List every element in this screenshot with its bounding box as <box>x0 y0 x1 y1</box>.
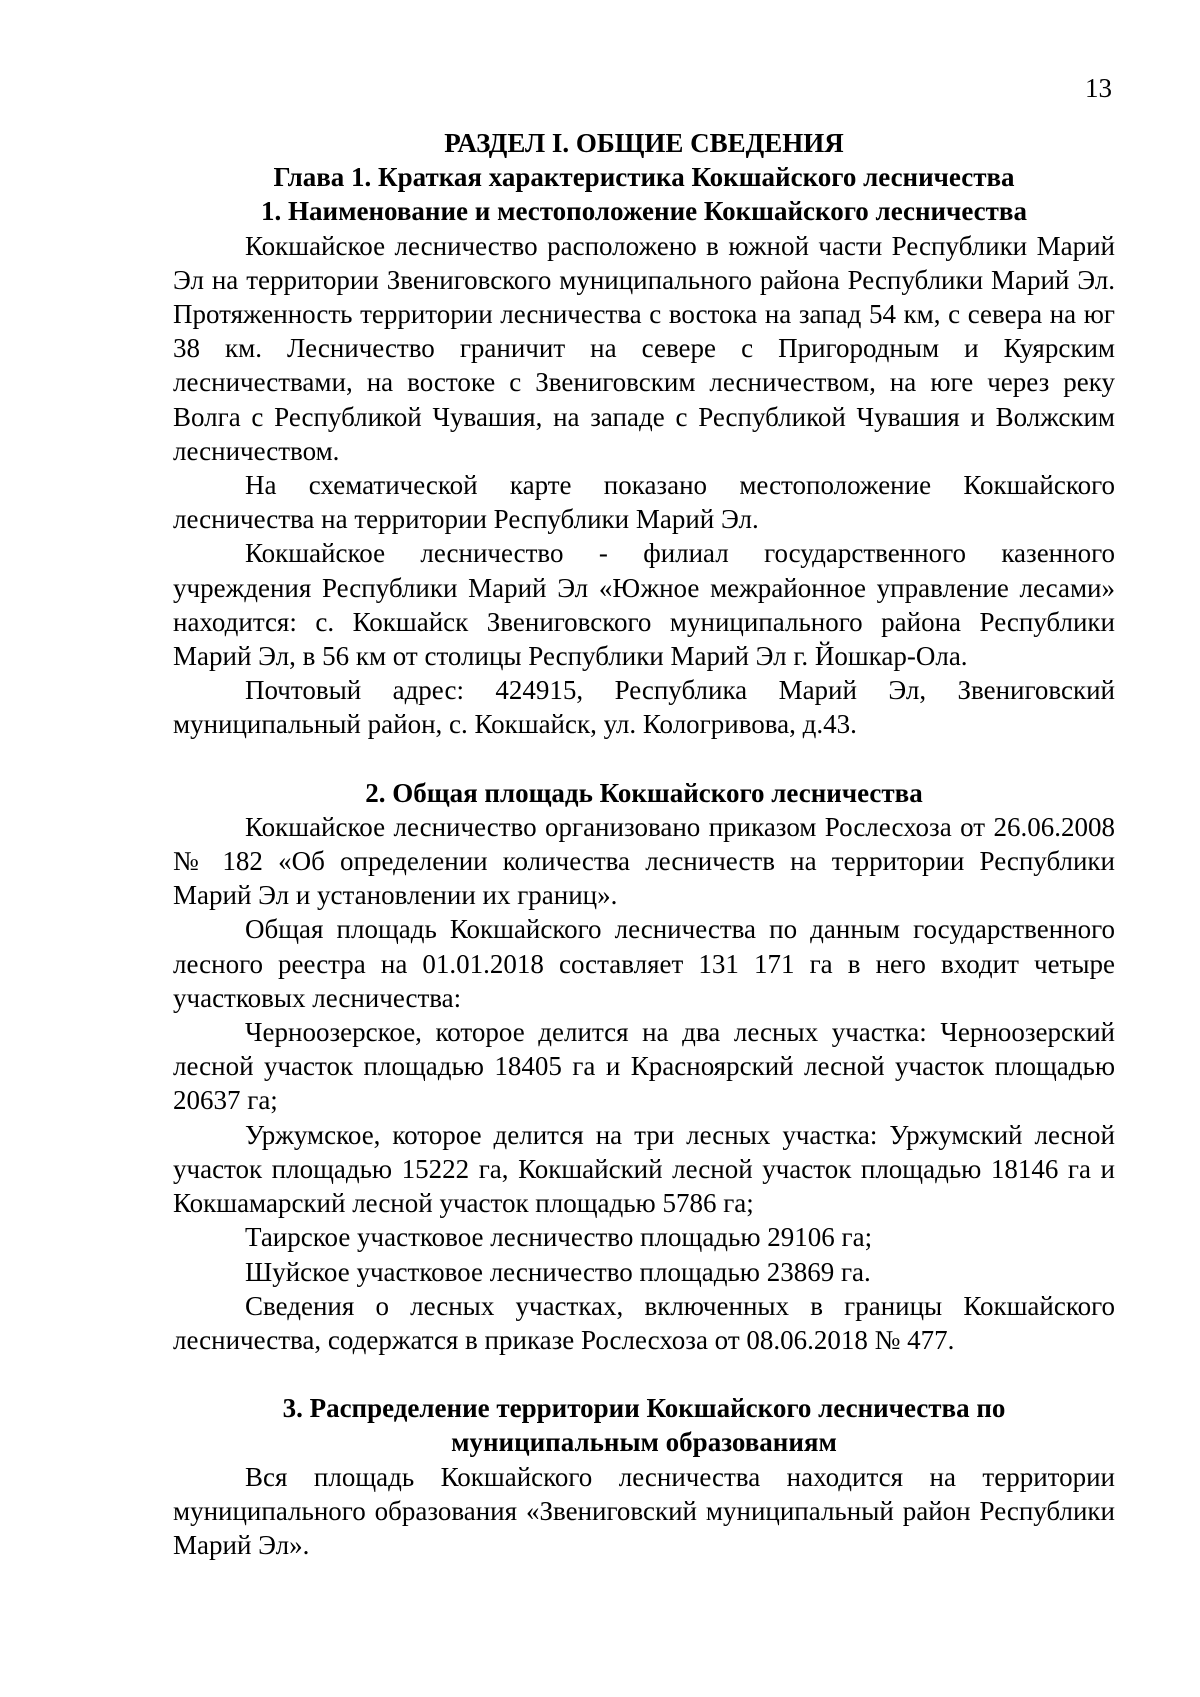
subsection-1-heading: 1. Наименование и местоположение Кокшайского лесничества <box>261 196 1027 227</box>
paragraph: Шуйское участковое лесничество площадью 23869 га. <box>245 1256 871 1287</box>
paragraph: Общая площадь Кокшайского лесничества по данным государственного лесного реестра на 01.01.2018 составляет 131 171 га в него входит четыре участковых лесничества: <box>173 914 1115 1013</box>
paragraph: Сведения о лесных участках, включенных в границы Кокшайского лесничества, содержатся в приказе Рослесхоза от 08.06.2018 № 477. <box>173 1290 1115 1355</box>
section-spacer <box>173 742 1115 776</box>
chapter-title: Глава 1. Краткая характеристика Кокшайского лесничества <box>273 162 1015 193</box>
paragraph: Кокшайское лесничество - филиал государственного казенного учреждения Республики Марий Эл «Южное межрайонное управление лесами» находится: с. Кокшайск Звениговского муниципального района Республики Марий Эл, в 56 км от столицы Республики Марий Эл г. Йошкар-Ола. <box>173 538 1115 672</box>
paragraph: Черноозерское, которое делится на два лесных участка: Черноозерский лесной участок площадью 18405 га и Красноярский лесной участок площадью 20637 га; <box>173 1017 1115 1116</box>
subsection-2-heading: 2. Общая площадь Кокшайского лесничества <box>365 777 923 808</box>
section-spacer <box>173 1357 1115 1391</box>
paragraph: Кокшайское лесничество расположено в южной части Республики Марий Эл на территории Звениговского муниципального района Республики Марий Эл. Протяженность территории лесничества с востока на запад 54 км, с севера на юг 38 км. Лесничество граничит на севере с Пригородным и Куярским лесничествами, на востоке с Звениговским лесничеством, на юге через реку Волга с Республикой Чувашия, на западе с Республикой Чувашия и Волжским лесничеством. <box>173 230 1115 466</box>
paragraph: Вся площадь Кокшайского лесничества находится на территории муниципального образования «Звениговский муниципальный район Республики Марий Эл». <box>173 1461 1115 1560</box>
page-number: 13 <box>1085 73 1112 103</box>
paragraph: Почтовый адрес: 424915, Республика Марий Эл, Звениговский муниципальный район, с. Кокшайск, ул. Кологривова, д.43. <box>173 675 1115 740</box>
paragraph: Таирское участковое лесничество площадью 29106 га; <box>245 1222 873 1253</box>
section-title: РАЗДЕЛ I. ОБЩИЕ СВЕДЕНИЯ <box>444 128 844 158</box>
paragraph: Кокшайское лесничество организовано приказом Рослесхоза от 26.06.2008 № 182 «Об определении количества лесничеств на территории Республики Марий Эл и установлении их границ». <box>173 811 1115 911</box>
paragraph: Уржумское, которое делится на три лесных участка: Уржумский лесной участок площадью 15222 га, Кокшайский лесной участок площадью 18146 га и Кокшамарский лесной участок площадью 5786 га; <box>173 1119 1115 1219</box>
subsection-3-heading-line-1: 3. Распределение территории Кокшайского лесничества по <box>282 1393 1006 1424</box>
paragraph: На схематической карте показано местоположение Кокшайского лесничества на территории Республики Марий Эл. <box>173 470 1115 535</box>
page-content <box>173 126 1115 1562</box>
subsection-3-heading-line-2: муниципальным образованиям <box>451 1427 837 1458</box>
